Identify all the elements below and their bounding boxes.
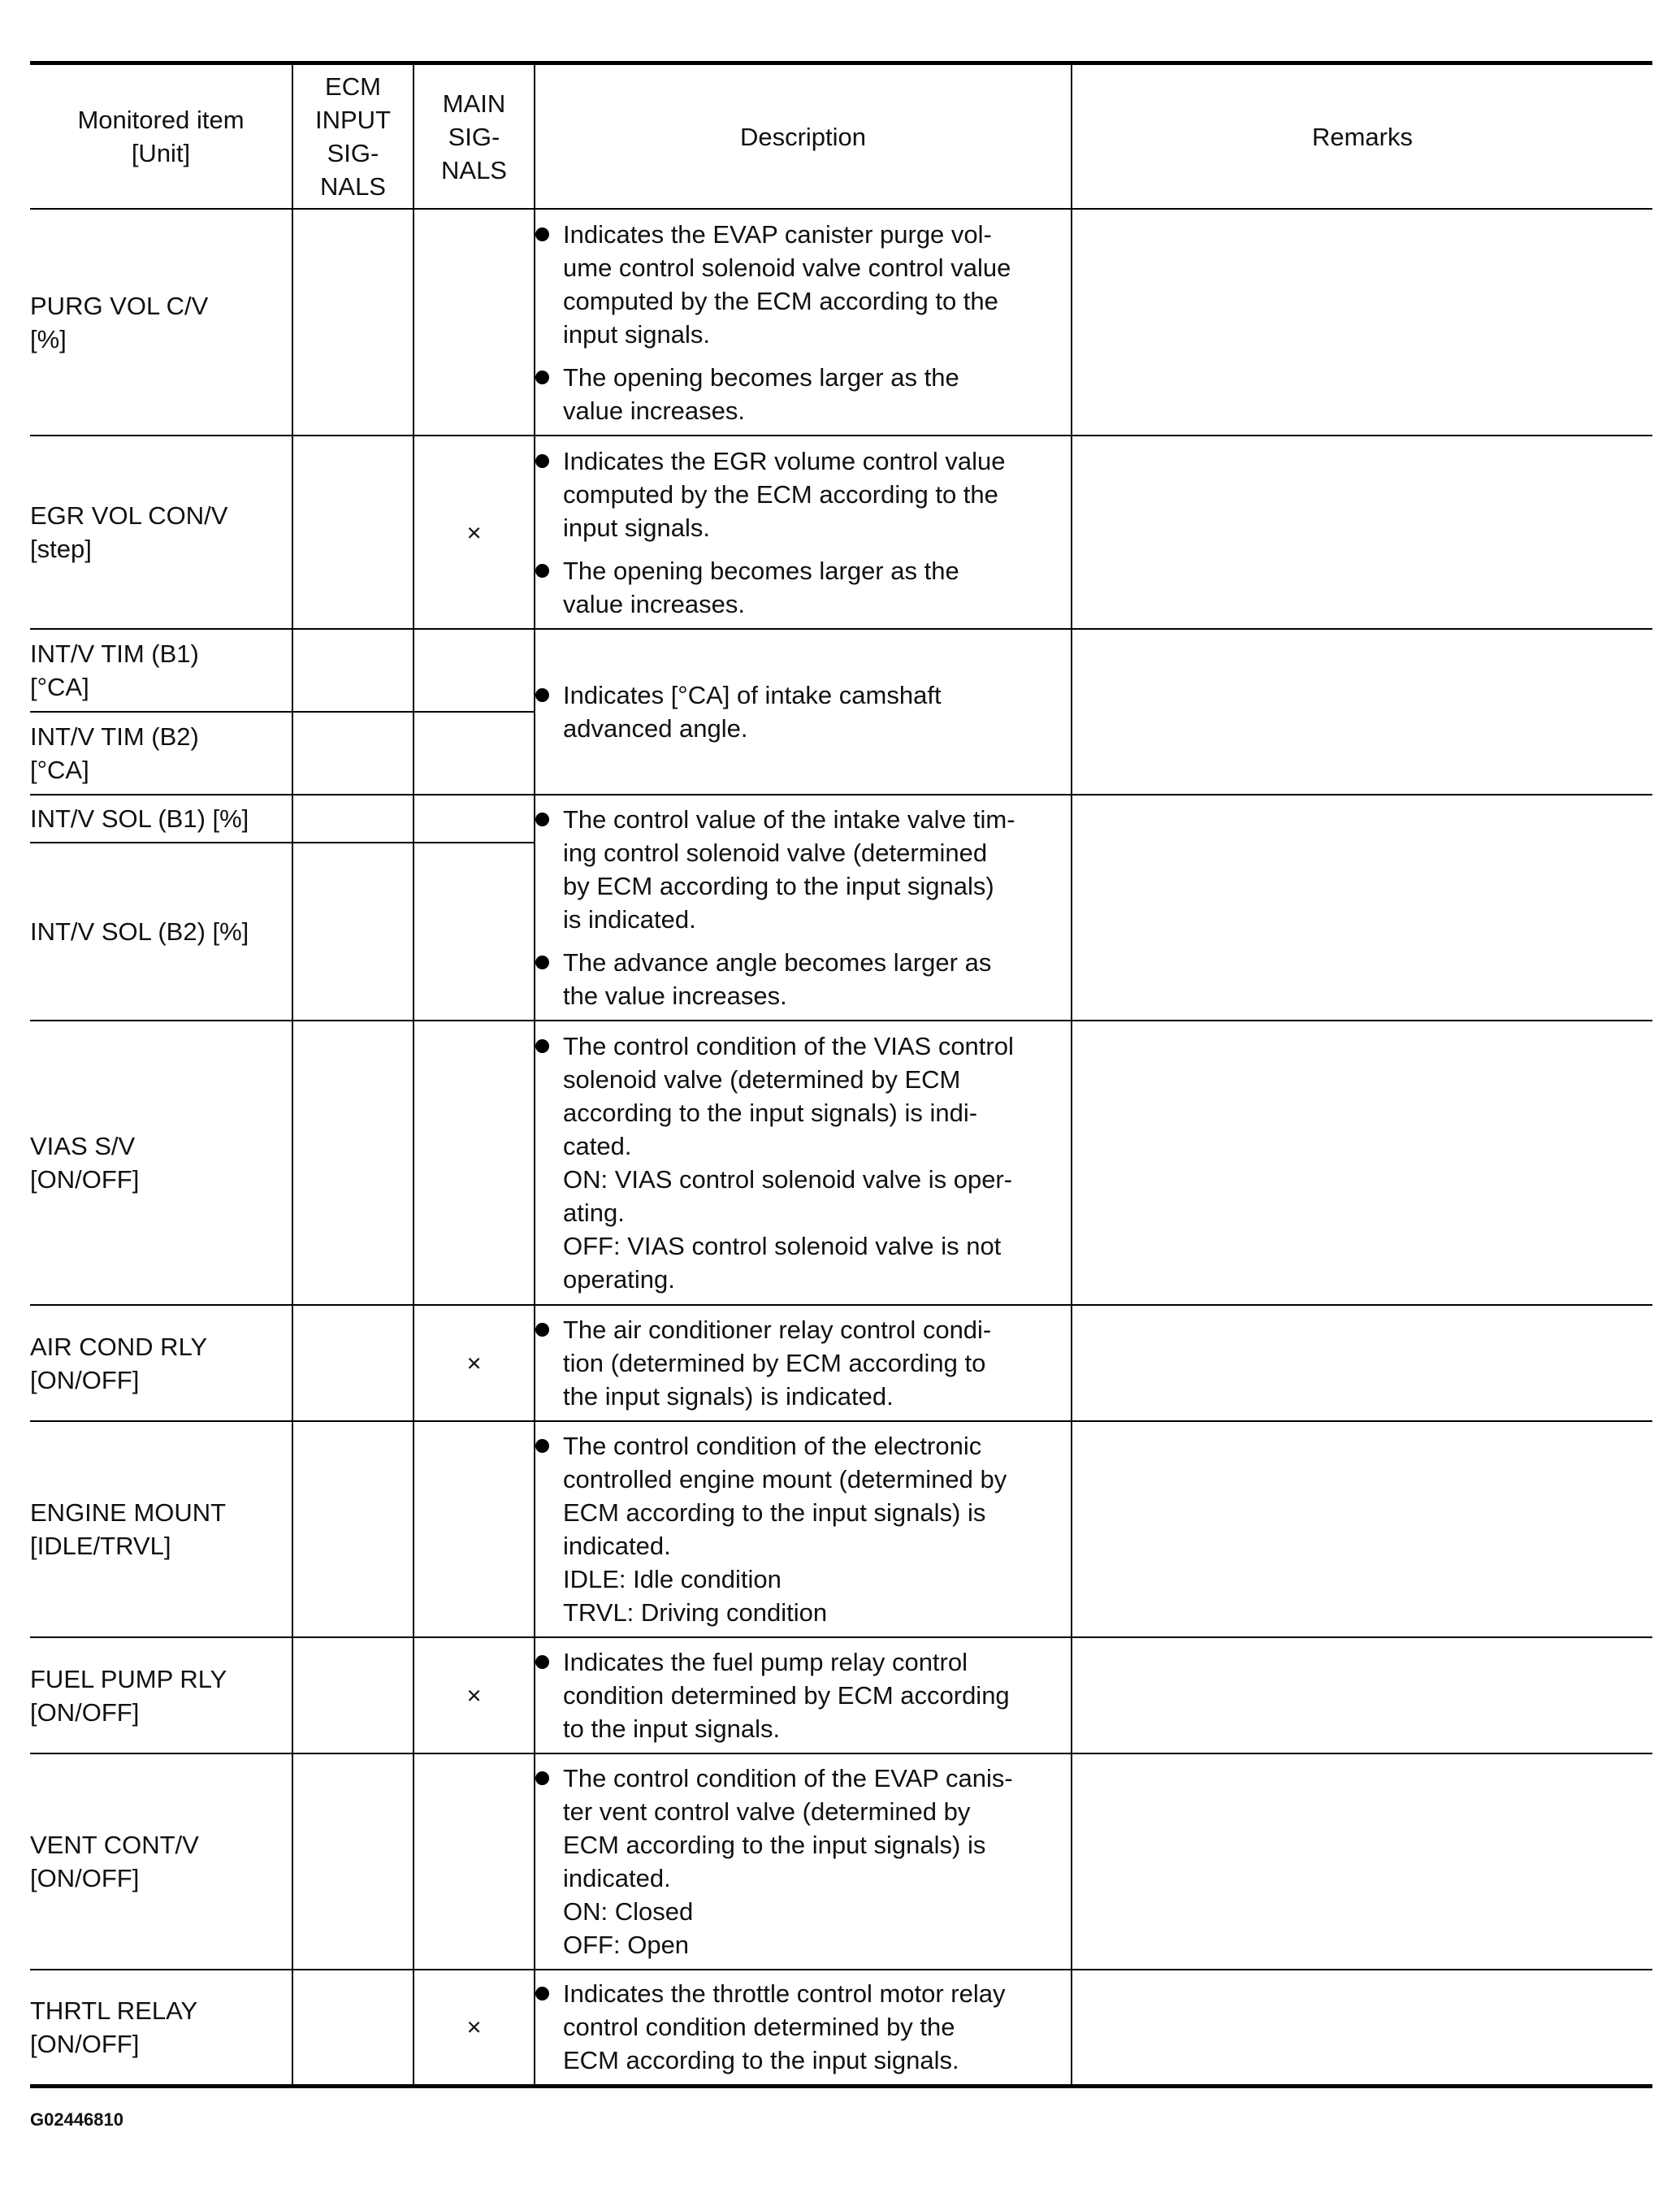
description-bullet: Indicates the EGR volume control value computed by the ECM according to the input signals. [535, 444, 1071, 544]
header-remarks: Remarks [1072, 63, 1652, 210]
ecm-input-cell [292, 209, 414, 436]
description-bullet: The opening becomes larger as the value increases. [535, 361, 1071, 427]
ecm-input-cell [292, 436, 414, 629]
ecm-input-cell [292, 1421, 414, 1637]
main-signal-cell [414, 1021, 535, 1305]
main-signal-cell [414, 843, 535, 1021]
ecm-input-cell [292, 1305, 414, 1421]
ecm-input-cell [292, 1970, 414, 2086]
table-row [30, 1305, 1652, 1421]
main-signal-cell: × [414, 1305, 535, 1421]
main-signal-cell [414, 712, 535, 795]
remarks-cell [1072, 1421, 1652, 1637]
monitored-item-cell: INT/V TIM (B1) [°CA] [30, 629, 292, 712]
ecm-input-cell [292, 712, 414, 795]
monitored-item-cell: INT/V TIM (B2) [°CA] [30, 712, 292, 795]
remarks-cell [1072, 795, 1652, 1021]
description-cell [535, 1305, 1072, 1421]
table-header-row [30, 63, 1652, 210]
remarks-cell [1072, 1970, 1652, 2086]
header-main-signals: MAIN SIG- NALS [414, 63, 535, 210]
description-bullet: The control condition of the EVAP canis- ter vent control valve (determined by ECM according to the input signals) is indicated. ON: Closed OFF: Open [535, 1762, 1071, 1961]
description-bullet: Indicates the EVAP canister purge vol- ume control solenoid valve control value computed by the ECM according to the input signals. [535, 218, 1071, 351]
monitored-item-cell: VENT CONT/V [ON/OFF] [30, 1753, 292, 1970]
header-ecm-input-signals: ECM INPUT SIG- NALS [292, 63, 414, 210]
table-row [30, 1753, 1652, 1970]
main-signal-cell [414, 1421, 535, 1637]
remarks-cell [1072, 1637, 1652, 1753]
ecm-input-cell [292, 629, 414, 712]
remarks-cell [1072, 436, 1652, 629]
monitored-item-cell: INT/V SOL (B2) [%] [30, 843, 292, 1021]
table-row [30, 1421, 1652, 1637]
table-row [30, 1021, 1652, 1305]
main-signal-cell [414, 629, 535, 712]
monitored-item-cell: ENGINE MOUNT [IDLE/TRVL] [30, 1421, 292, 1637]
monitored-item-cell: VIAS S/V [ON/OFF] [30, 1021, 292, 1305]
monitored-item-cell: AIR COND RLY [ON/OFF] [30, 1305, 292, 1421]
main-signal-cell: × [414, 1970, 535, 2086]
description-bullet: The control condition of the VIAS control solenoid valve (determined by ECM according to the input signals) is indi- cated. ON: VIAS control solenoid valve is oper- ating. OFF: VIAS control solenoid valve is not operating. [535, 1029, 1071, 1296]
main-signal-cell: × [414, 436, 535, 629]
main-signal-cell [414, 795, 535, 843]
main-signal-cell [414, 209, 535, 436]
description-cell [535, 209, 1072, 436]
ecm-input-cell [292, 795, 414, 843]
remarks-cell [1072, 1753, 1652, 1970]
monitored-item-cell: FUEL PUMP RLY [ON/OFF] [30, 1637, 292, 1753]
description-cell [535, 1021, 1072, 1305]
description-bullet: Indicates the throttle control motor relay control condition determined by the ECM according to the input signals. [535, 1977, 1071, 2077]
description-bullet: Indicates [°CA] of intake camshaft advanced angle. [535, 678, 1071, 745]
description-cell [535, 1637, 1072, 1753]
table-row [30, 1637, 1652, 1753]
monitored-item-cell: INT/V SOL (B1) [%] [30, 795, 292, 843]
header-description: Description [535, 63, 1072, 210]
monitored-item-cell: PURG VOL C/V [%] [30, 209, 292, 436]
main-signal-cell: × [414, 1637, 535, 1753]
monitored-items-table [30, 61, 1652, 2088]
monitored-item-cell: EGR VOL CON/V [step] [30, 436, 292, 629]
table-wrapper [30, 61, 1652, 2088]
ecm-input-cell [292, 1021, 414, 1305]
remarks-cell [1072, 209, 1652, 436]
description-cell [535, 629, 1072, 795]
description-bullet: The opening becomes larger as the value increases. [535, 554, 1071, 621]
header-monitored-item: Monitored item [Unit] [30, 63, 292, 210]
ecm-input-cell [292, 1753, 414, 1970]
table-row [30, 629, 1652, 712]
description-bullet: The control value of the intake valve tim- ing control solenoid valve (determined by ECM according to the input signals) is indicated. [535, 803, 1071, 936]
description-cell [535, 1421, 1072, 1637]
description-cell [535, 1970, 1072, 2086]
description-bullet: The air conditioner relay control condi- tion (determined by ECM according to the input signals) is indicated. [535, 1313, 1071, 1413]
remarks-cell [1072, 1021, 1652, 1305]
table-row [30, 209, 1652, 436]
main-signal-cell [414, 1753, 535, 1970]
description-bullet: The control condition of the electronic controlled engine mount (determined by ECM according to the input signals) is indicated. IDLE: Idle condition TRVL: Driving condition [535, 1429, 1071, 1629]
remarks-cell [1072, 1305, 1652, 1421]
description-cell [535, 1753, 1072, 1970]
monitored-item-cell: THRTL RELAY [ON/OFF] [30, 1970, 292, 2086]
description-bullet: The advance angle becomes larger as the value increases. [535, 946, 1071, 1012]
ecm-input-cell [292, 843, 414, 1021]
table-row [30, 795, 1652, 843]
description-cell [535, 436, 1072, 629]
ecm-input-cell [292, 1637, 414, 1753]
description-bullet: Indicates the fuel pump relay control condition determined by ECM according to the input signals. [535, 1645, 1071, 1745]
figure-code: G02446810 [30, 2109, 123, 2130]
table-row [30, 436, 1652, 629]
remarks-cell [1072, 629, 1652, 795]
table-row [30, 1970, 1652, 2086]
description-cell [535, 795, 1072, 1021]
